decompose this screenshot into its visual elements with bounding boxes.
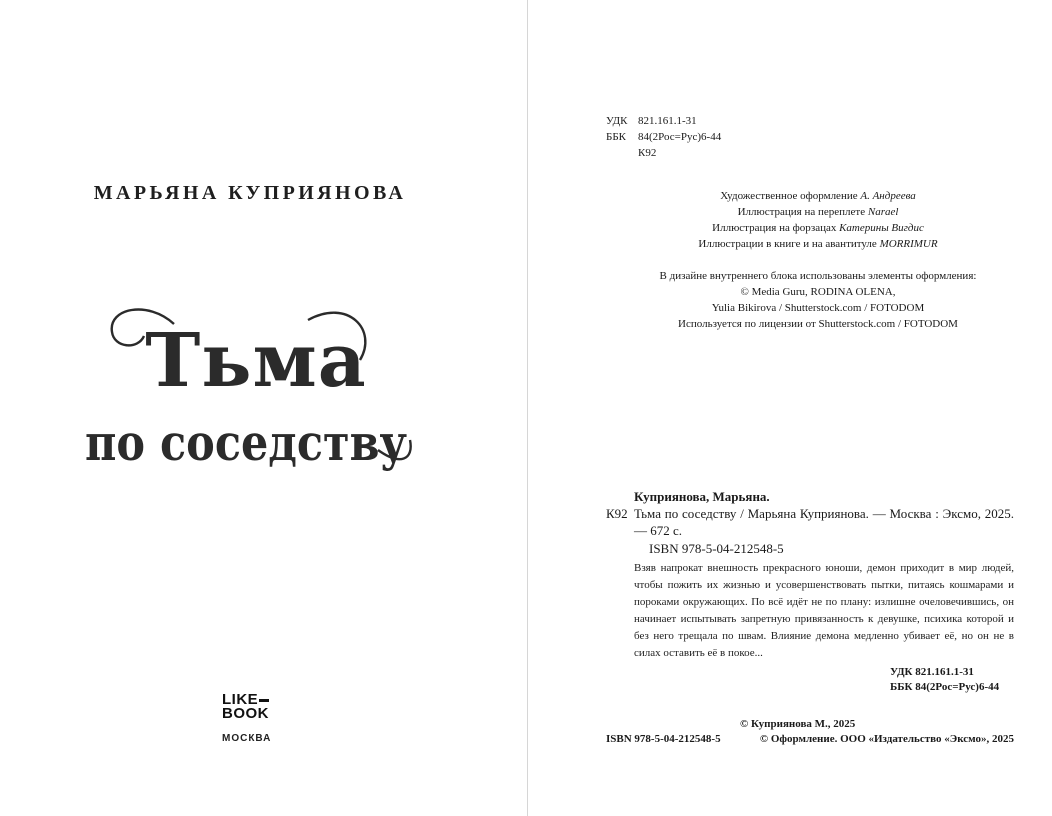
catalog-entry: Тьма по соседству / Марьяна Куприянова. — Москва : Эксмо, 2025. — 672 с. xyxy=(634,506,1014,538)
design-line: © Media Guru, RODINA OLENA, xyxy=(740,286,896,298)
bbk-value: 84(2Рос=Рус)6-44 xyxy=(638,131,722,143)
book-title-art xyxy=(78,290,418,480)
logo-bar xyxy=(259,699,269,702)
title-line-2: по соседству xyxy=(85,413,407,472)
credit-line: Иллюстрации в книге и на авантитуле MORRIMUR xyxy=(698,238,938,250)
catalog-mark: К92 xyxy=(606,506,628,521)
copyright-block xyxy=(606,717,1014,747)
title-line-1: Тьма xyxy=(145,318,367,404)
design-line: В дизайне внутреннего блока использованы элементы оформления: xyxy=(659,270,977,282)
catalog-author: Куприянова, Марьяна. xyxy=(634,489,770,504)
design-credits xyxy=(618,268,1018,332)
right-page xyxy=(528,0,1052,816)
bbk-label: ББК xyxy=(606,131,626,143)
publisher-logo xyxy=(222,693,274,721)
copyright-isbn: ISBN 978-5-04-212548-5 xyxy=(606,733,721,745)
catalog-udk: УДК 821.161.1-31 xyxy=(890,666,974,678)
logo-line-2: BOOK xyxy=(222,705,269,722)
logo-line-1: LIKE xyxy=(222,691,259,708)
credit-line: Иллюстрация на форзацах Катерины Вигдис xyxy=(712,222,924,234)
catalog-isbn: ISBN 978-5-04-212548-5 xyxy=(649,541,784,556)
design-line: Используется по лицензии от Shutterstock.com / FOTODOM xyxy=(678,318,958,330)
udk-value: 821.161.1-31 xyxy=(638,115,697,127)
publisher-city: МОСКВА xyxy=(222,733,272,744)
annotation: Взяв напрокат внешность прекрасного юноши, демон приходит в мир людей, чтобы пожить их жизнью и усовершенствовать пытки, питаясь кошмарами и пороками окружающих. По всё идёт не по плану: излишне очеловечившись, он начинает испытывать запретную привязанность к девушке, психика которой и без него трещала по швам. Влияние демона медленно убивает её, но он не в силах оставить её в покое... xyxy=(634,562,1014,659)
author-name: МАРЬЯНА КУПРИЯНОВА xyxy=(93,182,407,204)
catalog-codes xyxy=(890,665,1014,695)
credit-line: Художественное оформление А. Андреева xyxy=(720,190,916,202)
catalog-card xyxy=(606,488,1014,557)
udk-label: УДК xyxy=(606,115,628,127)
design-line: Yulia Bikirova / Shutterstock.com / FOTODOM xyxy=(711,302,925,314)
copyright-author: © Куприянова М., 2025 xyxy=(740,718,856,730)
author-mark: К92 xyxy=(638,147,657,159)
classification-codes xyxy=(606,113,721,161)
catalog-bbk: ББК 84(2Рос=Рус)6-44 xyxy=(890,681,1000,693)
credits xyxy=(628,188,1008,252)
copyright-design: © Оформление. ООО «Издательство «Эксмо», 2025 xyxy=(759,733,1014,745)
credit-line: Иллюстрация на переплете Narael xyxy=(737,206,899,218)
